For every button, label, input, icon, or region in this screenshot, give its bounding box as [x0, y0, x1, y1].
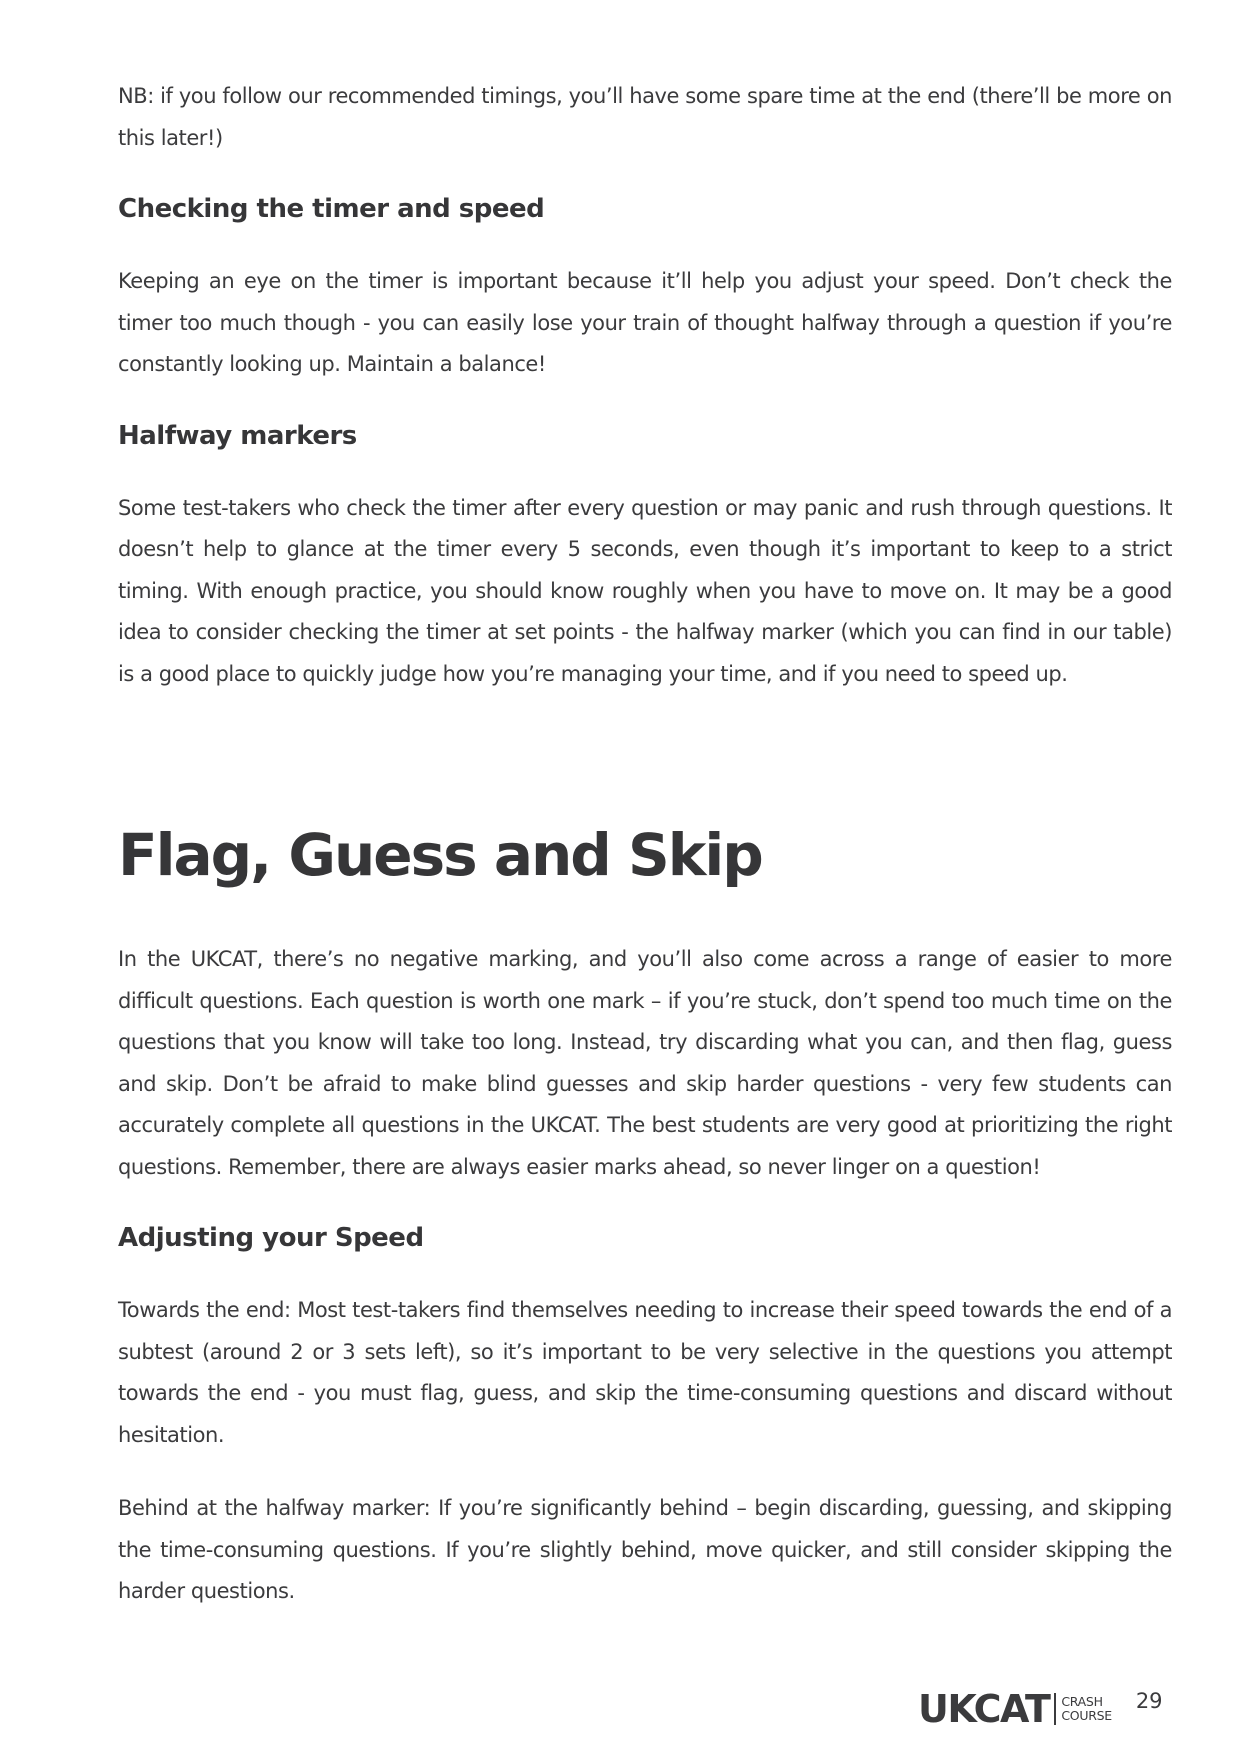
paragraph-checking-timer: Keeping an eye on the timer is important because it’ll help you adjust your speed. Don’t check the timer too much though - you can easily lose your train of thought halfway through a question if you’re constantly looking up. Maintain a balance!: [118, 269, 1172, 376]
heading-halfway-markers: Halfway markers: [118, 420, 357, 451]
heading-checking-timer: Checking the timer and speed: [118, 194, 545, 224]
logo-subtitle: [1061, 1695, 1111, 1723]
logo-divider: [1054, 1693, 1056, 1725]
page-footer: [918, 1684, 1163, 1734]
ukcat-logo: UKCAT: [918, 1687, 1050, 1731]
paragraph-halfway-markers: Some test-takers who check the timer after every question or may panic and rush through questions. It doesn’t help to glance at the timer every 5 seconds, even though it’s important to keep to a strict timing. With enough practice, you should know roughly when you have to move on. It may be a good idea to consider checking the timer at set points - the halfway marker (which you can find in our table) is a good place to quickly judge how you’re managing your time, and if you need to speed up.: [118, 495, 1172, 686]
heading-adjusting-speed: Adjusting your Speed: [118, 1223, 424, 1253]
page-number: 29: [1135, 1689, 1163, 1713]
section-title: Flag, Guess and Skip: [118, 821, 762, 889]
page-content: [118, 76, 1172, 1613]
paragraph-towards-end: Towards the end: Most test-takers find themselves needing to increase their speed towards the end of a subtest (around 2 or 3 sets left), so it’s important to be very selective in the questions you attempt towards the end - you must flag, guess, and skip the time-consuming questions and discard without hesitation.: [118, 1298, 1172, 1447]
logo-sub-top: CRASH: [1061, 1694, 1103, 1709]
paragraph-flag-guess-skip: In the UKCAT, there’s no negative marking, and you’ll also come across a range of easier to more difficult questions. Each question is worth one mark – if you’re stuck, don’t spend too much time on the questions that you know will take too long. Instead, try discarding what you can, and then flag, guess and skip. Don’t be afraid to make blind guesses and skip harder questions - very few students can accurately complete all questions in the UKCAT. The best students are very good at prioritizing the right questions. Remember, there are always easier marks ahead, so never linger on a question!: [118, 947, 1172, 1179]
logo-sub-bottom: COURSE: [1061, 1708, 1112, 1723]
intro-note: NB: if you follow our recommended timings, you’ll have some spare time at the end (there’ll be more on this later!): [118, 84, 1172, 150]
paragraph-behind-halfway: Behind at the halfway marker: If you’re significantly behind – begin discarding, guessing, and skipping the time-consuming questions. If you’re slightly behind, move quicker, and still consider skipping the harder questions.: [118, 1496, 1172, 1603]
